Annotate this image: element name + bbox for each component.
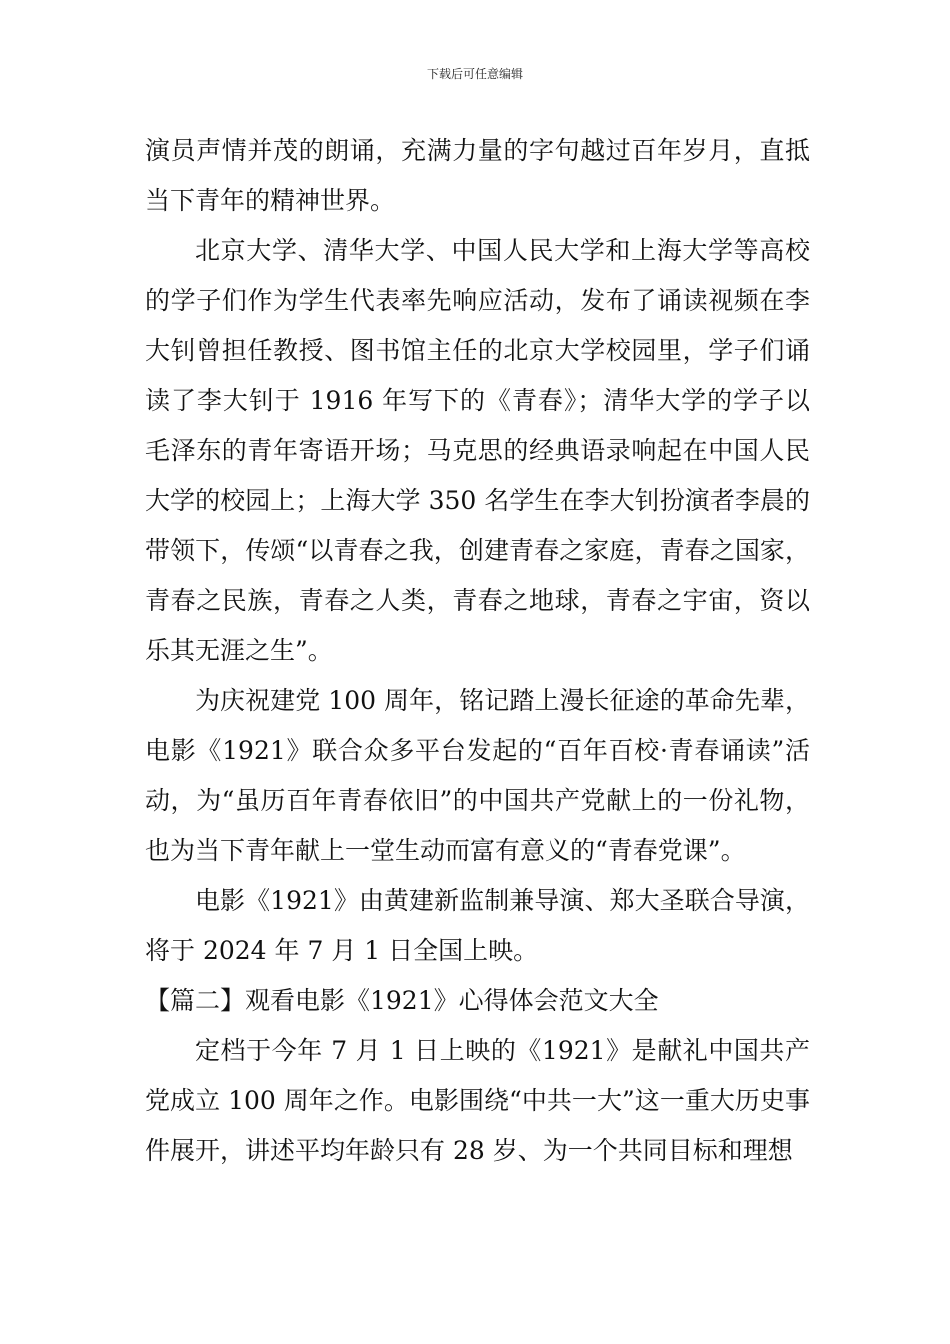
paragraph-2: 北京大学、清华大学、中国人民大学和上海大学等高校的学子们作为学生代表率先响应活动，发布了诵读视频在李大钊曾担任教授、图书馆主任的北京大学校园里，学子们诵读了李大钊于 1916 年写下的《青春》；清华大学的学子以毛泽东的青年寄语开场；马克思的经典语录响起在中国人民大学的校园上；上海大学 350 名学生在李大钊扮演者李晨的带领下，传颂“以青春之我，创建青春之家庭，青春之国家，青春之民族，青春之人类，青春之地球，青春之宇宙，资以乐其无涯之生”。 bbox=[145, 236, 810, 665]
page-header: 下载后可任意编辑 bbox=[426, 67, 523, 81]
paragraph-4: 电影《1921》由黄建新监制兼导演、郑大圣联合导演，将于 2024 年 7 月 1 日全国上映。 bbox=[145, 886, 810, 965]
section-paragraph-1: 定档于今年 7 月 1 日上映的《1921》是献礼中国共产党成立 100 周年之作。电影围绕“中共一大”这一重大历史事件展开，讲述平均年龄只有 28 岁、为一个共同目标和理想 bbox=[145, 1036, 810, 1165]
section-heading: 【篇二】观看电影《1921》心得体会范文大全 bbox=[145, 986, 659, 1015]
paragraph-3: 为庆祝建党 100 周年，铭记踏上漫长征途的革命先辈，电影《1921》联合众多平台发起的“百年百校·青春诵读”活动，为“虽历百年青春依旧”的中国共产党献上的一份礼物，也为当下青年献上一堂生动而富有意义的“青春党课”。 bbox=[145, 686, 810, 865]
document-body bbox=[145, 126, 810, 1176]
paragraph-1: 演员声情并茂的朗诵，充满力量的字句越过百年岁月，直抵当下青年的精神世界。 bbox=[145, 136, 810, 215]
